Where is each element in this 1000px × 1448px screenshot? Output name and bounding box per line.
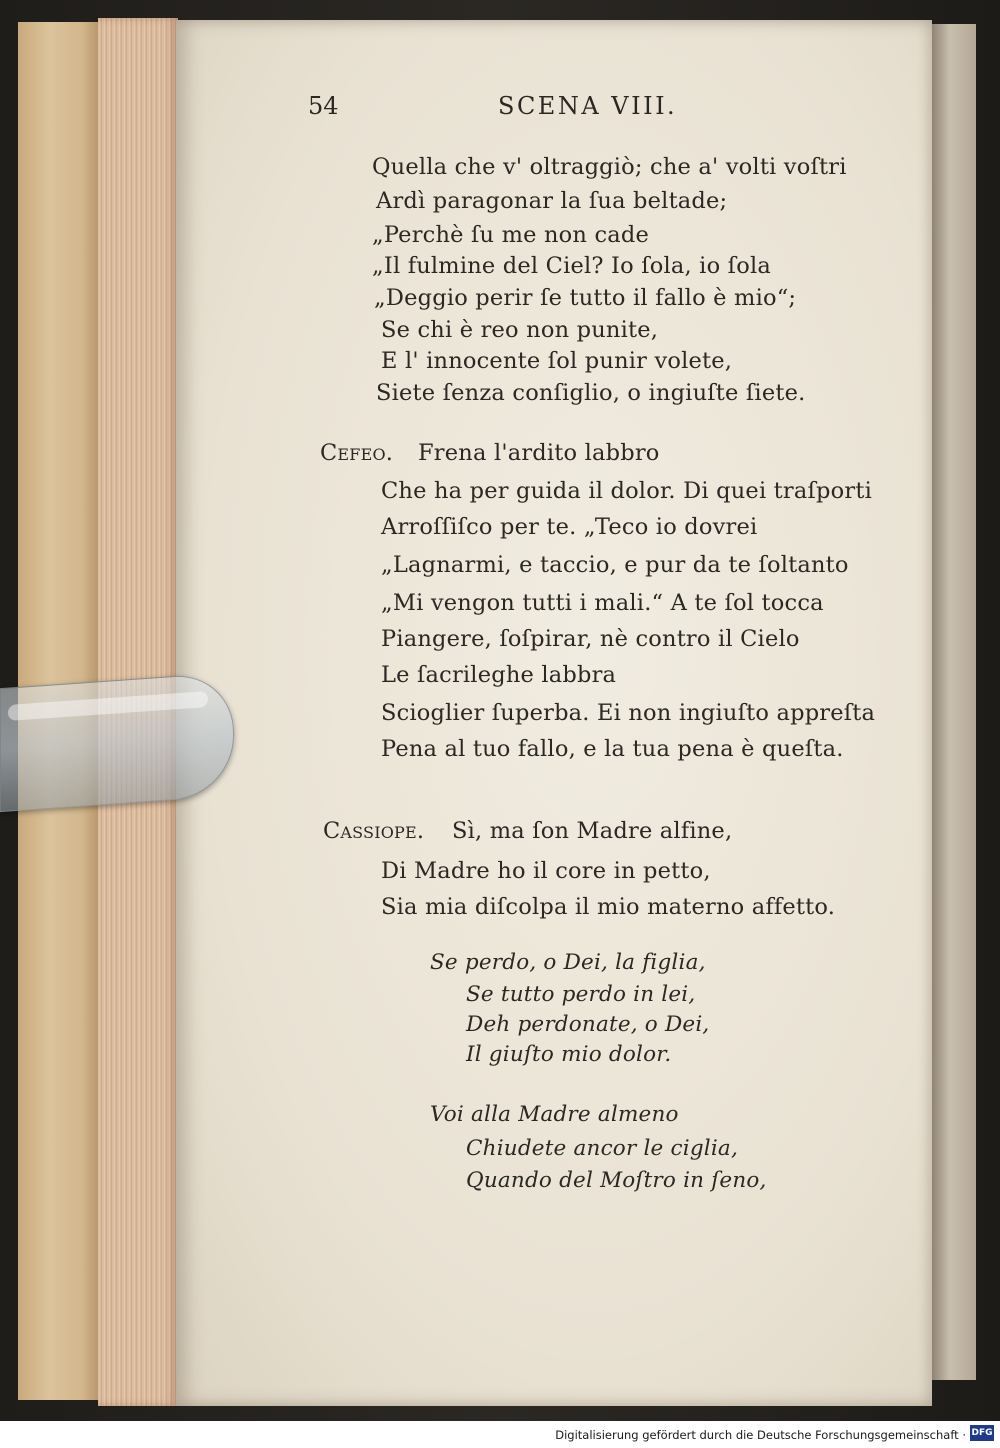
verse-line: Le ſacrileghe labbra <box>381 662 617 688</box>
book-clip <box>0 680 232 802</box>
verse-line: Siete ſenza conſiglio, o ingiuſte ſiete. <box>376 380 806 406</box>
verse-line: Arroſſiſco per te. „Teco io dovrei <box>381 514 758 540</box>
aria-line: Quando del Moſtro in ſeno, <box>466 1168 767 1193</box>
verse-line: Pena al tuo fallo, e la tua pena è queſta. <box>381 736 844 762</box>
facing-page-edge <box>932 24 976 1380</box>
verse-line: Scioglier ſuperba. Ei non ingiuſto appreſta <box>381 700 876 726</box>
aria-line: Chiudete ancor le ciglia, <box>466 1136 738 1161</box>
speaker-name: Cefeo. <box>320 440 394 466</box>
verse-line: „Mi vengon tutti i mali.“ A te ſol tocca <box>381 590 824 616</box>
aria-line: Voi alla Madre almeno <box>430 1102 679 1127</box>
dfg-logo: DFG <box>970 1425 994 1441</box>
verse-line: Che ha per guida il dolor. Di quei traſporti <box>381 478 872 504</box>
aria-line: Se tutto perdo in lei, <box>466 982 696 1007</box>
verse-line: „Perchè ſu me non cade <box>372 222 650 248</box>
aria-line: Se perdo, o Dei, la figlia, <box>430 950 706 975</box>
verse-line: Quella che v' oltraggiò; che a' volti voſtri <box>372 154 847 180</box>
speaker-name: Cassiope. <box>323 818 425 844</box>
footer-credit: Digitalisierung gefördert durch die Deutsche Forschungsgemeinschaft · <box>555 1428 966 1442</box>
verse-line: E l' innocente ſol punir volete, <box>381 348 733 374</box>
verse-line: Di Madre ho il core in petto, <box>381 858 711 884</box>
verse-line: „Deggio perir ſe tutto il fallo è mio“; <box>374 285 797 311</box>
verse-line: Sì, ma ſon Madre alfine, <box>452 818 733 844</box>
verse-line: Frena l'ardito labbro <box>418 440 660 466</box>
verse-line: Se chi è reo non punite, <box>381 317 659 343</box>
verse-line: „Lagnarmi, e taccio, e pur da te ſoltanto <box>381 552 849 578</box>
aria-line: Deh perdonate, o Dei, <box>466 1012 710 1037</box>
running-title: SCENA VIII. <box>498 92 678 120</box>
page-number: 54 <box>308 92 339 120</box>
verse-line: Piangere, ſoſpirar, nè contro il Cielo <box>381 626 800 652</box>
verse-line: Sia mia diſcolpa il mio materno affetto. <box>381 894 836 920</box>
verse-line: Ardì paragonar la ſua beltade; <box>376 188 728 214</box>
verse-line: „Il fulmine del Ciel? Io ſola, io ſola <box>372 253 771 279</box>
aria-line: Il giuſto mio dolor. <box>466 1042 672 1067</box>
